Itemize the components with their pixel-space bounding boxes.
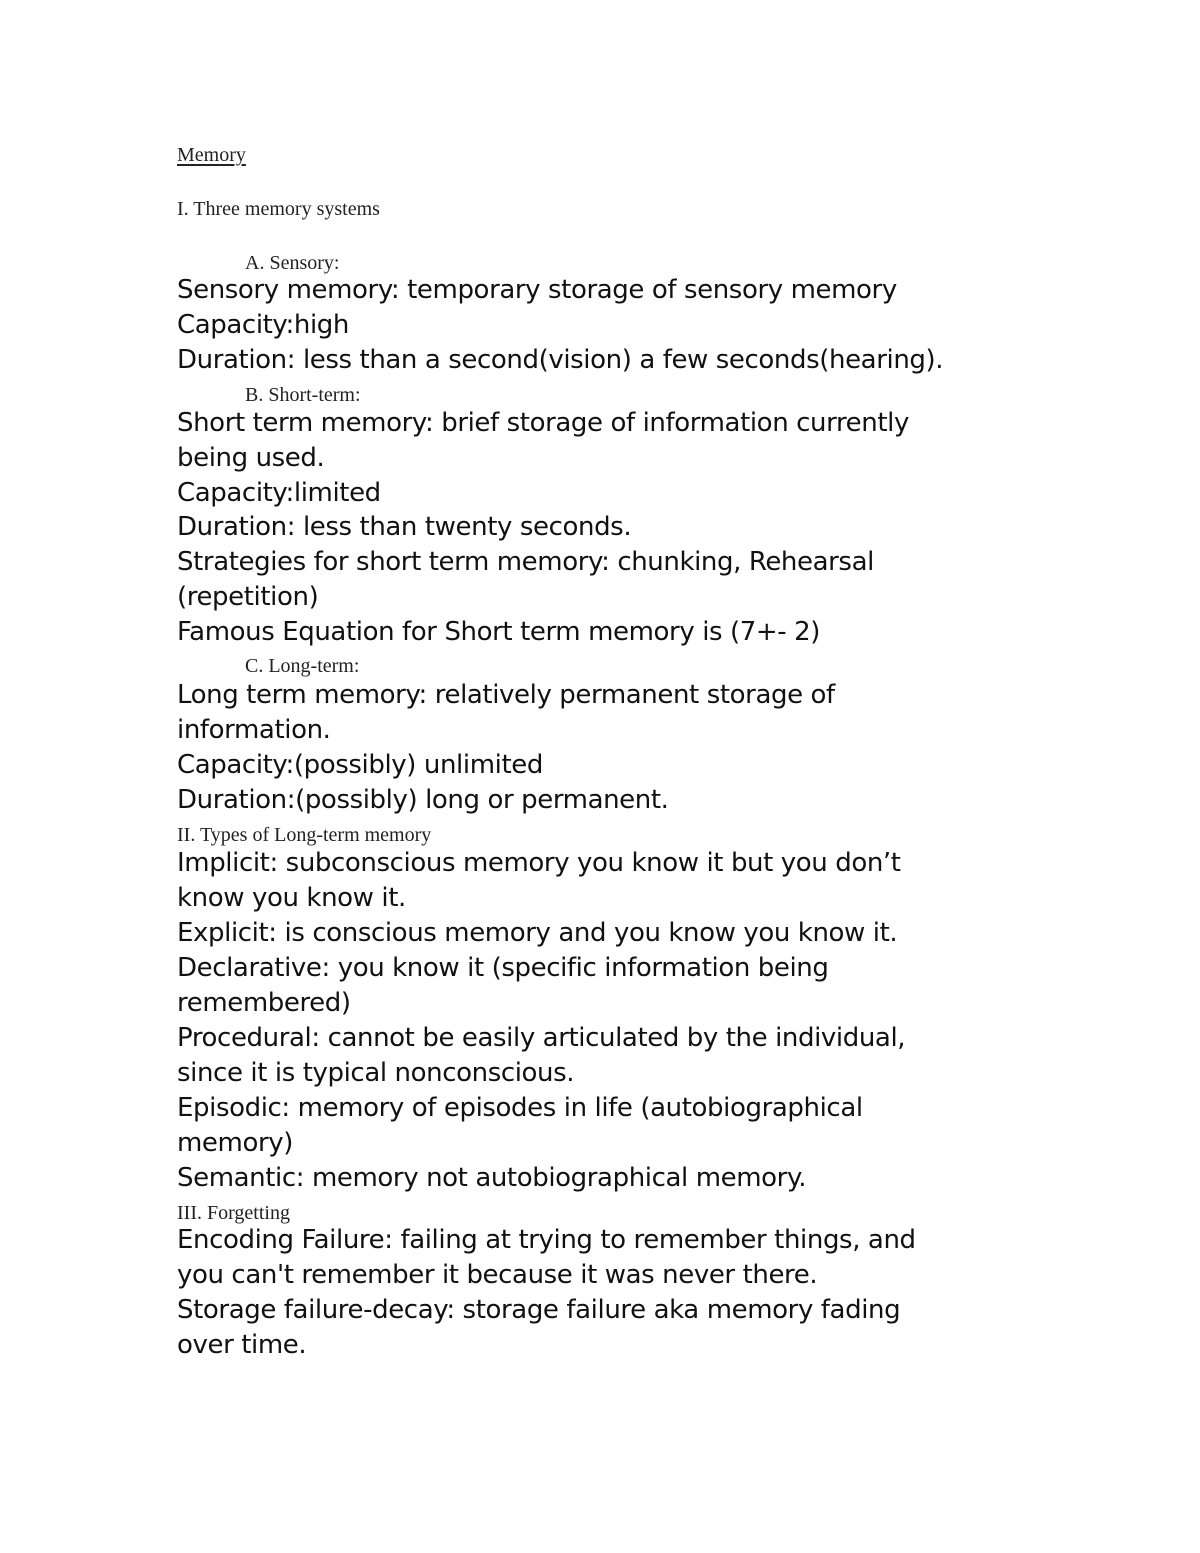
sensory-line: Capacity:high xyxy=(177,310,349,340)
long-term-type-line: Semantic: memory not autobiographical memory. xyxy=(177,1163,807,1193)
forgetting-line: you can't remember it because it was never there. xyxy=(177,1260,818,1290)
long-term-type-line: Declarative: you know it (specific information being xyxy=(177,953,829,983)
long-term-line: information. xyxy=(177,715,331,745)
forgetting-line: Encoding Failure: failing at trying to remember things, and xyxy=(177,1225,916,1255)
long-term-type-line: memory) xyxy=(177,1128,293,1158)
short-term-line: (repetition) xyxy=(177,582,319,612)
sensory-line: Duration: less than a second(vision) a few seconds(hearing). xyxy=(177,345,944,375)
forgetting-line: over time. xyxy=(177,1330,307,1360)
document-title: Memory xyxy=(177,144,246,166)
long-term-type-line: know you know it. xyxy=(177,883,406,913)
long-term-heading: C. Long-term: xyxy=(245,655,360,677)
long-term-line: Capacity:(possibly) unlimited xyxy=(177,750,543,780)
short-term-line: Short term memory: brief storage of information currently xyxy=(177,408,909,438)
short-term-line: Strategies for short term memory: chunking, Rehearsal xyxy=(177,547,874,577)
short-term-line: being used. xyxy=(177,443,325,473)
sensory-line: Sensory memory: temporary storage of sensory memory xyxy=(177,275,897,305)
long-term-type-line: Implicit: subconscious memory you know it but you don’t xyxy=(177,848,901,878)
section-1-heading: I. Three memory systems xyxy=(177,198,380,220)
long-term-line: Long term memory: relatively permanent storage of xyxy=(177,680,835,710)
long-term-type-line: Episodic: memory of episodes in life (autobiographical xyxy=(177,1093,863,1123)
short-term-line: Famous Equation for Short term memory is (7+- 2) xyxy=(177,617,821,647)
long-term-type-line: since it is typical nonconscious. xyxy=(177,1058,575,1088)
section-2-heading: II. Types of Long-term memory xyxy=(177,824,432,846)
sensory-heading: A. Sensory: xyxy=(245,252,340,274)
section-3-heading: III. Forgetting xyxy=(177,1202,290,1224)
long-term-type-line: remembered) xyxy=(177,988,351,1018)
forgetting-line: Storage failure-decay: storage failure aka memory fading xyxy=(177,1295,901,1325)
short-term-heading: B. Short-term: xyxy=(245,384,361,406)
long-term-line: Duration:(possibly) long or permanent. xyxy=(177,785,669,815)
long-term-type-line: Procedural: cannot be easily articulated by the individual, xyxy=(177,1023,906,1053)
long-term-type-line: Explicit: is conscious memory and you know you know it. xyxy=(177,918,898,948)
short-term-line: Duration: less than twenty seconds. xyxy=(177,512,632,542)
short-term-line: Capacity:limited xyxy=(177,478,381,508)
